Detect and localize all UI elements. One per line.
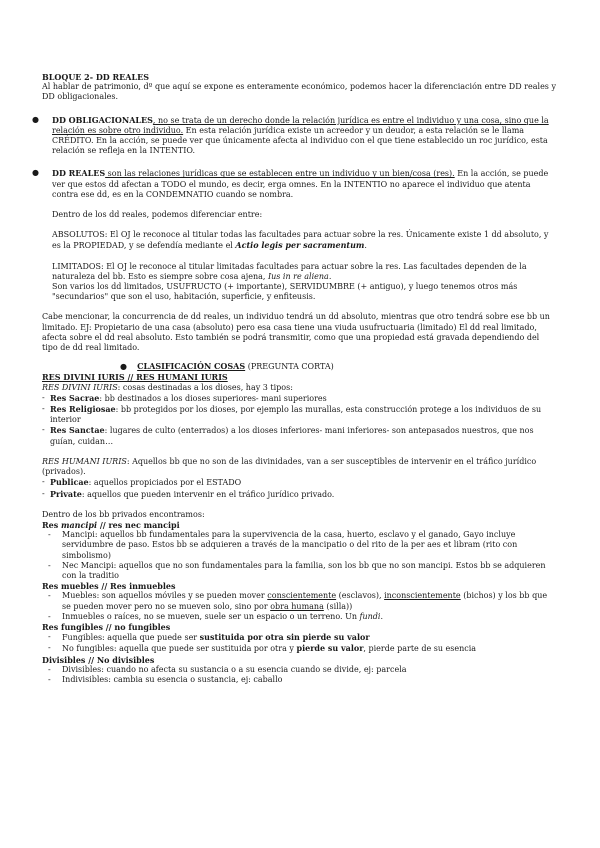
list-item: - Muebles: son aquellos móviles y se pueden mover conscientemente (esclavos), inconscientemente (bichos) y los bb que se pueden mover pero no se mueven solo, sino por obra humana (silla)) (48, 591, 548, 611)
list-item: - Nec Mancipi: aquellos que no son fundamentales para la familia, son los bb que no son mancipi. Estos bb se adquieren con la traditio (48, 560, 546, 580)
definition-rest: En esta relación jurídica existe un acreedor y un deudor, a esta relación se le llama CRÉDITO. En la acción, se puede ver que únicamente afecta al individuo con el que tiene establecido un roc jurídico, esta relación se refleja en la INTENTIO. (52, 125, 548, 156)
item-text: . (380, 611, 384, 621)
item-text: : lugares de culto (enterrados) a los dioses inferiores- mani inferiores- son antepasados nuestros, que nos guían, cuidan… (50, 426, 534, 446)
section-title: BLOQUE 2- DD REALES (42, 72, 149, 82)
bullet-dd-reales (32, 168, 557, 200)
item-term: Res Sanctae (50, 425, 105, 436)
limitados-end: . (328, 271, 332, 281)
limitados-text: LIMITADOS: El OJ le reconoce al titular limitadas facultades para actuar sobre la res. Las facultades dependen de la naturaleza del bb. Esto es siempre sobre cosa ajena, (52, 261, 527, 281)
item-term: Publicae (50, 477, 89, 488)
list-item: - Res Religiosae: bb protegidos por los dioses, por ejemplo las murallas, esta construcción protege a los individuos de su interior (42, 404, 542, 425)
term-dd-reales: DD REALES (52, 168, 106, 179)
item-underline: inconscientemente (384, 591, 461, 601)
clasificacion-title: CLASIFICACIÓN COSAS (137, 361, 246, 372)
item-term: Res Religiosae (50, 404, 116, 415)
divini-desc: : cosas destinadas a los dioses, hay 3 tipos: (117, 382, 293, 392)
clasificacion-note: (PREGUNTA CORTA) (245, 362, 334, 372)
item-italic: fundi (359, 611, 381, 621)
item-text: , pierde parte de su esencia (363, 644, 477, 654)
item-text: Divisibles: cuando no afecta su sustancia o a su esencia cuando se divide, ej: parcela (62, 664, 407, 674)
list-item: - Res Sacrae: bb destinados a los dioses superiores- mani superiores (42, 392, 327, 403)
item-bold: pierde su valor (296, 643, 364, 654)
clasificacion-heading (42, 361, 557, 372)
humani-term: RES HUMANI IURIS (42, 456, 127, 466)
item-text: Muebles: son aquellos móviles y se pueden mover (62, 591, 268, 601)
item-text: Inmuebles o raíces, no se mueven, suele ser un espacio o un terreno. Un (62, 611, 360, 621)
privados-intro: Dentro de los bb privados encontramos: (42, 509, 205, 519)
within-reales: Dentro de los dd reales, podemos diferenciar entre: (52, 210, 263, 220)
ius-in-re-aliena: Ius in re aliena (267, 271, 329, 281)
intro-paragraph: Al hablar de patrimonio, dº que aquí se expone es enteramente económico, podemos hacer la diferenciación entre DD reales y DD obligacionales. (42, 82, 556, 102)
item-text: (esclavos), (336, 591, 385, 601)
item-text: (bichos) y los bb que se pueden mover pero no se mueven solo, sino por (62, 591, 548, 611)
item-text: Mancipi: aquellos bb fundamentales para la supervivencia de la casa, huerto, esclavo y el ganado, Gayo incluye servidumbre de paso. Estos bb se adquieren a través de la mancipatio o del rito de la per aes et libram (rito con simbolismo) (62, 530, 518, 560)
item-text: (silla)) (323, 601, 353, 611)
list-item: - Res Sanctae: lugares de culto (enterrados) a los dioses inferiores- mani inferiores- son antepasados nuestros, que nos guían, cuidan… (42, 425, 534, 446)
item-text: : bb protegidos por los dioses, por ejemplo las murallas, esta construcción protege a los individuos de su interior (50, 405, 542, 425)
list-item: - Indivisibles: cambia su esencia o sustancia, ej: caballo (48, 674, 283, 684)
item-text: Fungibles: aquella que puede ser (62, 633, 200, 643)
muebles-heading: Res muebles // Res inmuebles (42, 581, 176, 592)
actio-legis: Actio legis per sacramentum (235, 240, 365, 251)
mancipi-heading (42, 520, 557, 530)
heading-italic: mancipi (61, 519, 98, 530)
divisibles-heading: Divisibles // No divisibles (42, 654, 155, 665)
divini-lead (42, 383, 557, 393)
underlined-definition: son las relaciones jurídicas que se establecen entre un individuo y un bien/cosa (res). (105, 169, 455, 179)
list-item: - Fungibles: aquella que puede ser sustituida por otra sin pierde su valor (48, 632, 370, 643)
res-heading: RES DIVINI IURIS // RES HUMANI IURIS (42, 372, 228, 383)
divini-term: RES DIVINI IURIS (42, 382, 118, 392)
underlined-definition: , no se trata de un derecho donde la relación jurídica es entre el individuo y una cosa, sino que la relación es sobre otro individuo. (52, 115, 549, 135)
list-item: - No fungibles: aquella que puede ser sustituida por otra y pierde su valor, pierde parte de su esencia (48, 643, 477, 654)
list-item: - Private: aquellos que pueden intervenir en el tráfico jurídico privado. (42, 488, 335, 499)
heading-part: Res (42, 519, 62, 530)
absolutos-paragraph (42, 230, 557, 251)
item-text: : bb destinados a los dioses superiores- mani superiores (99, 393, 327, 403)
humani-lead (42, 457, 557, 477)
limitados-list: Son varios los dd limitados, USUFRUCTO (+ importante), SERVIDUMBRE (+ antiguo), y luego tenemos otros más "secundarios" que son el uso, habitación, superficie, y enfiteusis. (52, 282, 518, 302)
term-dd-obligacionales: DD OBLIGACIONALES (52, 114, 153, 125)
item-underline: obra humana (270, 601, 324, 611)
item-text: : aquellos que pueden intervenir en el tráfico jurídico privado. (81, 489, 335, 499)
list-item: - Divisibles: cuando no afecta su sustancia o a su esencia cuando se divide, ej: parcela (48, 664, 407, 674)
item-underline: conscientemente (267, 591, 337, 601)
list-item: - Inmuebles o raíces, no se mueven, suele ser un espacio o un terreno. Un fundi. (48, 611, 384, 621)
item-term: Res Sacrae (50, 392, 100, 403)
heading-part: // res nec mancipi (97, 519, 180, 530)
list-item: - Publicae: aquellos propiciados por el ESTADO (42, 477, 242, 488)
list-item: - Mancipi: aquellos bb fundamentales para la supervivencia de la casa, huerto, esclavo y el ganado, Gayo incluye servidumbre de paso. Estos bb se adquieren a través de la mancipatio o del rito de la per aes et libram (rito con simbolismo) (48, 530, 518, 560)
fungibles-heading: Res fungibles // no fungibles (42, 621, 171, 632)
item-text: Nec Mancipi: aquellos que no son fundamentales para la familia, son los bb que no son mancipi. Estos bb se adquieren con la traditio (62, 560, 546, 580)
item-term: Private (50, 488, 82, 499)
bullet-dd-obligacionales (32, 114, 557, 157)
item-bold: sustituida por otra sin pierde su valor (199, 632, 370, 643)
bullet-icon: ● (32, 114, 39, 124)
item-text: : aquellos propiciados por el ESTADO (88, 478, 242, 488)
bullet-icon: ● (120, 362, 138, 372)
absolutos-end: . (364, 241, 367, 251)
concurrence-paragraph: Cabe mencionar, la concurrencia de dd reales, un individuo tendrá un dd absoluto, mientras que otro tendrá sobre ese bb un limitado. EJ: Propietario de una casa (absoluto) pero esa casa tiene una viuda usufructuaria (limitado) El dd real limitado, afecta sobre el dd real absoluto. Esto también se podrá transmitir, como que una propiedad está gravada dependiendo del tipo de dd real limitado. (42, 312, 550, 353)
absolutos-text: ABSOLUTOS: El OJ le reconoce al titular todas las facultades para actuar sobre la res. Únicamente existe 1 dd absoluto, y es la PROPIEDAD, y se defendía mediante el (52, 230, 549, 251)
bullet-icon: ● (32, 168, 39, 178)
item-text: Indivisibles: cambia su esencia o sustancia, ej: caballo (62, 674, 283, 684)
definition-rest: En la acción, se puede ver que estos dd afectan a TODO el mundo, es decir, erga omnes. En la INTENTIO no aparece el individuo que atenta contra ese dd, es en la CONDEMNATIO cuando se nombra. (52, 169, 549, 199)
humani-desc: : Aquellos bb que no son de las divinidades, van a ser susceptibles de intervenir en el tráfico jurídico (privados). (42, 456, 537, 477)
item-text: No fungibles: aquella que puede ser sustituida por otra y (62, 644, 297, 654)
document-page (32, 72, 557, 685)
limitados-paragraph (42, 262, 557, 282)
